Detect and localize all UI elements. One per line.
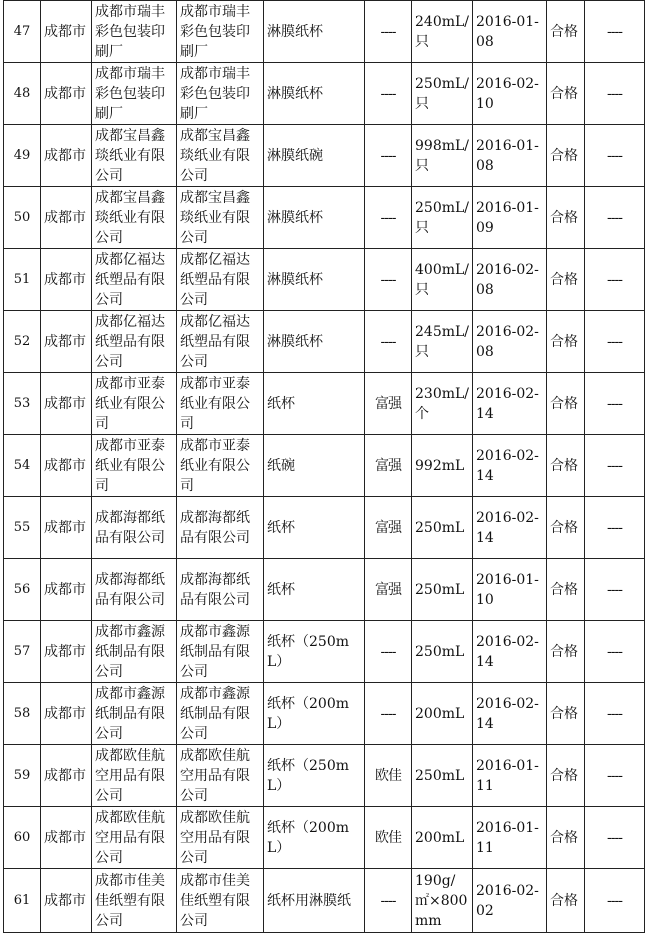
table-row: [4, 1, 645, 63]
table-row: [4, 249, 645, 311]
row-number: 49: [4, 125, 41, 187]
sampled-unit-cell: 成都亿福达纸塑品有限公司: [177, 311, 264, 373]
sampled-unit-cell: 成都市佳美佳纸塑有限公司: [177, 869, 264, 933]
sampled-unit-cell: 成都市鑫源纸制品有限公司: [177, 621, 264, 683]
table-row: [4, 497, 645, 559]
note-cell: ----: [585, 497, 645, 559]
product-name-cell: 纸杯用淋膜纸: [264, 869, 365, 933]
sampled-unit-cell: 成都海都纸品有限公司: [177, 559, 264, 621]
spec-cell: 200mL: [412, 683, 473, 745]
brand-cell: ----: [365, 869, 412, 933]
production-date-cell: 2016-01-08: [473, 125, 547, 187]
spec-cell: 250mL: [412, 497, 473, 559]
product-name-cell: 纸杯（250mL）: [264, 745, 365, 807]
spec-cell: 998mL/只: [412, 125, 473, 187]
result-cell: 合格: [547, 559, 585, 621]
table-row: [4, 125, 645, 187]
product-name-cell: 淋膜纸杯: [264, 1, 365, 63]
city-cell: 成都市: [41, 1, 92, 63]
row-number: 48: [4, 63, 41, 125]
sampled-unit-cell: 成都市鑫源纸制品有限公司: [177, 683, 264, 745]
brand-cell: 富强: [365, 435, 412, 497]
result-cell: 合格: [547, 683, 585, 745]
row-number: 50: [4, 187, 41, 249]
table-row: [4, 621, 645, 683]
production-date-cell: 2016-02-14: [473, 435, 547, 497]
production-date-cell: 2016-02-14: [473, 497, 547, 559]
manufacturer-cell: 成都宝昌鑫琰纸业有限公司: [92, 125, 177, 187]
city-cell: 成都市: [41, 559, 92, 621]
production-date-cell: 2016-01-11: [473, 745, 547, 807]
brand-cell: 富强: [365, 373, 412, 435]
spec-cell: 245mL/只: [412, 311, 473, 373]
result-cell: 合格: [547, 187, 585, 249]
city-cell: 成都市: [41, 373, 92, 435]
manufacturer-cell: 成都海都纸品有限公司: [92, 497, 177, 559]
city-cell: 成都市: [41, 187, 92, 249]
production-date-cell: 2016-02-14: [473, 683, 547, 745]
result-cell: 合格: [547, 125, 585, 187]
sampled-unit-cell: 成都亿福达纸塑品有限公司: [177, 249, 264, 311]
note-cell: ----: [585, 187, 645, 249]
note-cell: ----: [585, 559, 645, 621]
row-number: 57: [4, 621, 41, 683]
manufacturer-cell: 成都欧佳航空用品有限公司: [92, 745, 177, 807]
sampled-unit-cell: 成都海都纸品有限公司: [177, 497, 264, 559]
note-cell: ----: [585, 683, 645, 745]
production-date-cell: 2016-02-14: [473, 621, 547, 683]
note-cell: ----: [585, 807, 645, 869]
result-cell: 合格: [547, 249, 585, 311]
spec-cell: 250mL/只: [412, 63, 473, 125]
spec-cell: 190g/㎡×800mm: [412, 869, 473, 933]
table-row: [4, 63, 645, 125]
brand-cell: 欧佳: [365, 807, 412, 869]
spec-cell: 250mL: [412, 559, 473, 621]
manufacturer-cell: 成都亿福达纸塑品有限公司: [92, 311, 177, 373]
note-cell: ----: [585, 311, 645, 373]
city-cell: 成都市: [41, 435, 92, 497]
brand-cell: 欧佳: [365, 745, 412, 807]
note-cell: ----: [585, 125, 645, 187]
production-date-cell: 2016-01-09: [473, 187, 547, 249]
product-name-cell: 淋膜纸碗: [264, 125, 365, 187]
product-name-cell: 纸杯（200mL）: [264, 807, 365, 869]
production-date-cell: 2016-01-10: [473, 559, 547, 621]
manufacturer-cell: 成都市瑞丰彩色包装印刷厂: [92, 63, 177, 125]
city-cell: 成都市: [41, 807, 92, 869]
product-name-cell: 纸杯: [264, 559, 365, 621]
brand-cell: ----: [365, 621, 412, 683]
spec-cell: 200mL: [412, 807, 473, 869]
row-number: 51: [4, 249, 41, 311]
product-name-cell: 淋膜纸杯: [264, 311, 365, 373]
note-cell: ----: [585, 869, 645, 933]
table-row: [4, 559, 645, 621]
production-date-cell: 2016-02-02: [473, 869, 547, 933]
result-cell: 合格: [547, 621, 585, 683]
table-row: [4, 683, 645, 745]
product-name-cell: 淋膜纸杯: [264, 63, 365, 125]
row-number: 56: [4, 559, 41, 621]
spec-cell: 240mL/只: [412, 1, 473, 63]
spec-cell: 992mL: [412, 435, 473, 497]
city-cell: 成都市: [41, 621, 92, 683]
spec-cell: 400mL/只: [412, 249, 473, 311]
note-cell: ----: [585, 745, 645, 807]
note-cell: ----: [585, 1, 645, 63]
manufacturer-cell: 成都市佳美佳纸塑有限公司: [92, 869, 177, 933]
row-number: 52: [4, 311, 41, 373]
note-cell: ----: [585, 249, 645, 311]
spec-cell: 250mL/只: [412, 187, 473, 249]
result-cell: 合格: [547, 497, 585, 559]
table-row: [4, 745, 645, 807]
result-cell: 合格: [547, 1, 585, 63]
row-number: 53: [4, 373, 41, 435]
manufacturer-cell: 成都亿福达纸塑品有限公司: [92, 249, 177, 311]
spec-cell: 250mL: [412, 745, 473, 807]
brand-cell: ----: [365, 125, 412, 187]
product-name-cell: 纸碗: [264, 435, 365, 497]
city-cell: 成都市: [41, 249, 92, 311]
production-date-cell: 2016-02-14: [473, 373, 547, 435]
product-name-cell: 纸杯: [264, 373, 365, 435]
note-cell: ----: [585, 435, 645, 497]
city-cell: 成都市: [41, 125, 92, 187]
product-name-cell: 淋膜纸杯: [264, 187, 365, 249]
result-cell: 合格: [547, 869, 585, 933]
table-row: [4, 311, 645, 373]
table-row: [4, 187, 645, 249]
sampled-unit-cell: 成都市瑞丰彩色包装印刷厂: [177, 63, 264, 125]
result-cell: 合格: [547, 311, 585, 373]
production-date-cell: 2016-02-10: [473, 63, 547, 125]
brand-cell: ----: [365, 1, 412, 63]
sampled-unit-cell: 成都市瑞丰彩色包装印刷厂: [177, 1, 264, 63]
brand-cell: 富强: [365, 497, 412, 559]
inspection-table: [3, 0, 645, 933]
spec-cell: 230mL/个: [412, 373, 473, 435]
table-row: [4, 807, 645, 869]
brand-cell: ----: [365, 63, 412, 125]
brand-cell: ----: [365, 249, 412, 311]
manufacturer-cell: 成都欧佳航空用品有限公司: [92, 807, 177, 869]
brand-cell: ----: [365, 683, 412, 745]
row-number: 59: [4, 745, 41, 807]
manufacturer-cell: 成都市鑫源纸制品有限公司: [92, 621, 177, 683]
production-date-cell: 2016-01-08: [473, 1, 547, 63]
row-number: 60: [4, 807, 41, 869]
result-cell: 合格: [547, 745, 585, 807]
brand-cell: ----: [365, 187, 412, 249]
city-cell: 成都市: [41, 745, 92, 807]
product-name-cell: 淋膜纸杯: [264, 249, 365, 311]
sampled-unit-cell: 成都宝昌鑫琰纸业有限公司: [177, 125, 264, 187]
note-cell: ----: [585, 63, 645, 125]
note-cell: ----: [585, 621, 645, 683]
city-cell: 成都市: [41, 869, 92, 933]
table-row: [4, 435, 645, 497]
row-number: 61: [4, 869, 41, 933]
sampled-unit-cell: 成都宝昌鑫琰纸业有限公司: [177, 187, 264, 249]
row-number: 58: [4, 683, 41, 745]
result-cell: 合格: [547, 807, 585, 869]
table-row: [4, 869, 645, 933]
production-date-cell: 2016-02-08: [473, 249, 547, 311]
row-number: 55: [4, 497, 41, 559]
manufacturer-cell: 成都宝昌鑫琰纸业有限公司: [92, 187, 177, 249]
product-name-cell: 纸杯（250mL）: [264, 621, 365, 683]
city-cell: 成都市: [41, 63, 92, 125]
brand-cell: ----: [365, 311, 412, 373]
manufacturer-cell: 成都市瑞丰彩色包装印刷厂: [92, 1, 177, 63]
city-cell: 成都市: [41, 497, 92, 559]
production-date-cell: 2016-02-08: [473, 311, 547, 373]
result-cell: 合格: [547, 373, 585, 435]
city-cell: 成都市: [41, 683, 92, 745]
production-date-cell: 2016-01-11: [473, 807, 547, 869]
city-cell: 成都市: [41, 311, 92, 373]
table-row: [4, 373, 645, 435]
sampled-unit-cell: 成都欧佳航空用品有限公司: [177, 807, 264, 869]
manufacturer-cell: 成都市亚泰纸业有限公司: [92, 435, 177, 497]
note-cell: ----: [585, 373, 645, 435]
sampled-unit-cell: 成都欧佳航空用品有限公司: [177, 745, 264, 807]
sampled-unit-cell: 成都市亚泰纸业有限公司: [177, 373, 264, 435]
product-name-cell: 纸杯（200mL）: [264, 683, 365, 745]
manufacturer-cell: 成都市亚泰纸业有限公司: [92, 373, 177, 435]
manufacturer-cell: 成都市鑫源纸制品有限公司: [92, 683, 177, 745]
sampled-unit-cell: 成都市亚泰纸业有限公司: [177, 435, 264, 497]
product-name-cell: 纸杯: [264, 497, 365, 559]
spec-cell: 250mL: [412, 621, 473, 683]
result-cell: 合格: [547, 63, 585, 125]
result-cell: 合格: [547, 435, 585, 497]
manufacturer-cell: 成都海都纸品有限公司: [92, 559, 177, 621]
brand-cell: 富强: [365, 559, 412, 621]
row-number: 54: [4, 435, 41, 497]
table-body: [4, 1, 645, 933]
row-number: 47: [4, 1, 41, 63]
